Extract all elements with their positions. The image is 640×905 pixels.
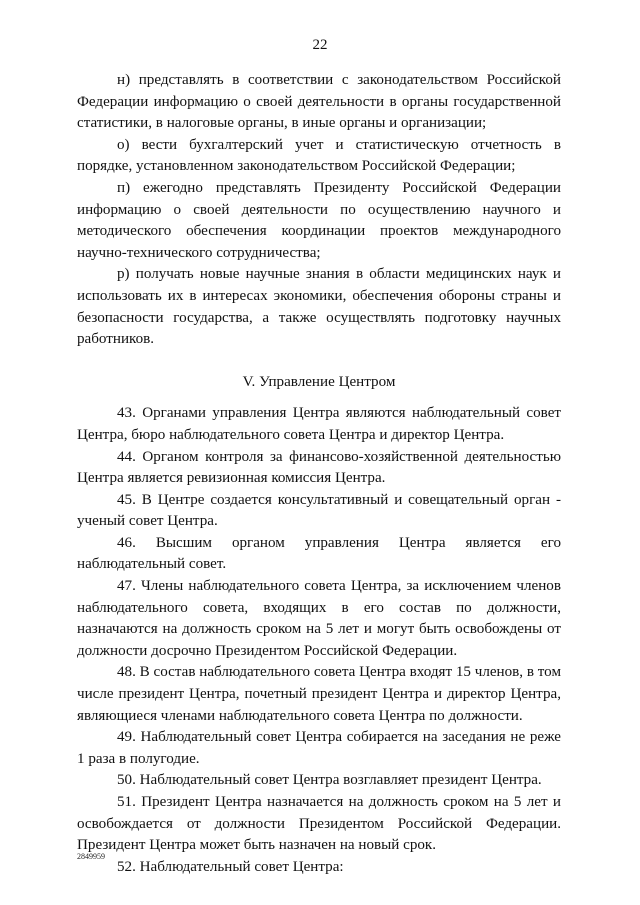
- document-body: [77, 70, 561, 878]
- paragraph-44: 44. Органом контроля за финансово-хозяйственной деятельностью Центра является ревизионная комиссия Центра.: [77, 448, 561, 487]
- section-heading: V. Управление Центром: [242, 373, 396, 390]
- paragraph-47: 47. Члены наблюдательного совета Центра, за исключением членов наблюдательного совета, входящих в его состав по должности, назначаются на должность сроком на 5 лет и могут быть освобождены от должности досрочно Президентом Российской Федерации.: [77, 578, 561, 659]
- page-number: 22: [312, 37, 328, 53]
- paragraph-48: 48. В состав наблюдательного совета Центра входят 15 членов, в том числе президент Центра, почетный президент Центра и директор Центра, являющиеся членами наблюдательного совета Центра по должности.: [77, 664, 561, 724]
- paragraph-43: 43. Органами управления Центра являются наблюдательный совет Центра, бюро наблюдательного совета Центра и директор Центра.: [77, 405, 561, 443]
- paragraph-o: о) вести бухгалтерский учет и статистическую отчетность в порядке, установленном законодательством Российской Федерации;: [77, 136, 561, 175]
- paragraph-46: 46. Высшим органом управления Центра является его наблюдательный совет.: [77, 534, 561, 573]
- document-code: 2849959: [77, 852, 105, 861]
- paragraph-50: 50. Наблюдательный совет Центра возглавляет президент Центра.: [117, 772, 542, 789]
- paragraph-p: п) ежегодно представлять Президенту Российской Федерации информацию о своей деятельности по осуществлению научного и методического обеспечения координации проектов международного научно-технического сотрудничества;: [77, 179, 561, 261]
- paragraph-52: 52. Наблюдательный совет Центра:: [117, 858, 344, 875]
- paragraph-51: 51. Президент Центра назначается на должность сроком на 5 лет и освобождается от должности Президентом Российской Федерации. Президент Центра может быть назначен на новый срок.: [77, 794, 561, 854]
- paragraph-r: р) получать новые научные знания в области медицинских наук и использовать их в интересах экономики, обеспечения обороны страны и безопасности государства, а также осуществлять подготовку научных работников.: [77, 266, 561, 348]
- paragraph-49: 49. Наблюдательный совет Центра собирается на заседания не реже 1 раза в полугодие.: [77, 729, 561, 767]
- paragraph-n: н) представлять в соответствии с законодательством Российской Федерации информацию о своей деятельности в органы государственной статистики, в налоговые органы, в иные органы и организации;: [77, 72, 561, 132]
- paragraph-45: 45. В Центре создается консультативный и совещательный орган - ученый совет Центра.: [77, 491, 561, 530]
